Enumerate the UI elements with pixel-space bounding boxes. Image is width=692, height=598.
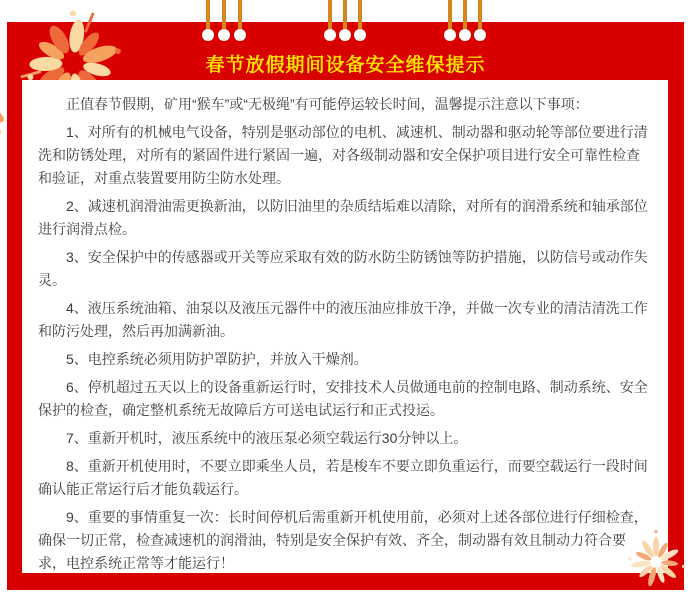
string-ball (444, 29, 456, 41)
body-paragraph-1: 1、对所有的机械电气设备，特别是驱动部位的电机、减速机、制动器和驱动轮等部位要进行清洗和防锈处理，对所有的紧固件进行紧固一遍，对各级制动器和安全保护项目进行安全可靠性检查和验证，对重点装置要用防尘防水处理。 (38, 124, 648, 186)
lantern-string (463, 0, 467, 31)
notice-body (22, 80, 668, 573)
lantern-string (478, 0, 482, 31)
string-ball (354, 29, 366, 41)
string-ball (459, 29, 471, 41)
string-ball (324, 29, 336, 41)
body-paragraph-3: 3、安全保护中的传感器或开关等应采取有效的防水防尘防锈蚀等防护措施，以防信号或动作失灵。 (38, 249, 648, 288)
intro-paragraph: 正值春节假期，矿用“猴车”或“无极绳”有可能停运较长时间，温馨提示注意以下事项： (66, 96, 589, 112)
lantern-string (222, 0, 226, 31)
lantern-string (448, 0, 452, 31)
page-title: 春节放假期间设备安全维保提示 (205, 55, 486, 76)
body-paragraph-4: 4、液压系统油箱、油泵以及液压元器件中的液压油应排放干净，并做一次专业的清洁清洗工作和防污处理，然后再加满新油。 (38, 300, 648, 339)
string-ball (218, 29, 230, 41)
lantern-string (343, 0, 347, 31)
string-ball (474, 29, 486, 41)
firework-icon (616, 524, 692, 598)
string-ball (202, 29, 214, 41)
body-paragraph-7: 7、重新开机时，液压系统中的液压泵必须空载运行30分钟以上。 (66, 430, 468, 446)
body-paragraph-8: 8、重新开机使用时，不要立即乘坐人员，若是梭车不要立即负重运行，而要空载运行一段时间确认能正常运行后才能负载运行。 (38, 458, 648, 497)
body-paragraph-9: 9、重要的事情重复一次：长时间停机后需重新开机使用前，必须对上述各部位进行仔细检查，确保一切正常，检查减速机的润滑油，特别是安全保护有效、齐全，制动器有效且制动力符合要求，电控系统正常等才能运行！ (38, 509, 648, 571)
string-ball (234, 29, 246, 41)
body-paragraph-6: 6、停机超过五天以上的设备重新运行时，安排技术人员做通电前的控制电路、制动系统、安全保护的检查，确定整机系统无故障后方可送电试运行和正式投运。 (38, 379, 648, 418)
lantern-string (206, 0, 210, 31)
firework-icon (0, 104, 12, 144)
lantern-string (358, 0, 362, 31)
string-ball (339, 29, 351, 41)
body-paragraph-2: 2、减速机润滑油需更换新油，以防旧油里的杂质结垢难以清除，对所有的润滑系统和轴承部位进行润滑点检。 (38, 198, 648, 237)
lantern-string (238, 0, 242, 31)
body-paragraph-5: 5、电控系统必须用防护罩防护，并放入干燥剂。 (66, 351, 368, 367)
lantern-string (328, 0, 332, 31)
